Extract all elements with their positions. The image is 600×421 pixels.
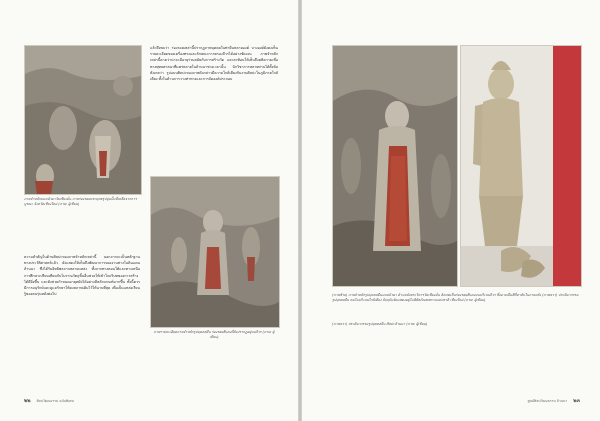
- rock-relief-photo-top-left: [24, 45, 142, 195]
- left-page-number: ๒๒: [24, 398, 31, 404]
- right-page-number: ๒๓: [573, 398, 580, 404]
- statue-museum-photo: [460, 45, 582, 287]
- right-caption-1: (ภาพซ้าย) ภาพจำหลักรูปบุคคลยืนบนหน้าผา ด้านหลังพระวิหารวัดเชียงมั่น สังเกตเห็นร่องรอยสีแดงบนบริเวณจีวร ซึ่งอาจเป็นสีที่ทาทับในภายหลัง (ภาพขวา) ประติมากรรมรูปบุคคลยืน พบในบริเวณใกล้เคียง ปัจจุบันจัดแสดงอยู่ในพิพิธภัณฑสถานแห่งชาติ เชียงใหม่ (ภาพ: ผู้เขียน): [332, 293, 579, 303]
- right-page: [302, 0, 600, 421]
- left-caption-2: ภาพรายละเอียดภาพจำหลักรูปบุคคลยืน ร่องรอยสีแดงที่ยังปรากฏอยู่บนจีวร (ภาพ: ผู้เขียน): [153, 330, 275, 340]
- left-body-right-column: แล้วจึงพบว่า ร่องรอยเหล่านี้ปรากฏภาพบุคคลในท่ายืนหลายองค์ บางองค์ยังคงเห็นรายละเอียดของเครื่องทรงและลักษณะการครองจีวรได้อย่างชัดเจน ภาพจำหลักเหล่านี้คาดว่าน่าจะมีอายุร่วมสมัยกับการสร้างวัด และสะท้อนให้เห็นถึงคติความเชื่อทางพุทธศาสนาที่แพร่หลายในล้านนาช่วงเวลานั้น นักวิชาการหลายท่านได้ตั้งข้อสังเกตว่า รูปแบบศิลปะของภาพดังกล่าวมีความใกล้เคียงกับงานศิลปะในภูมิภาคใกล้เคียง ทั้งในด้านการวางท่าทางและการจัดองค์ประกอบ: [150, 46, 278, 82]
- rock-relief-photo-center: [150, 176, 280, 328]
- left-footer-text: ศิลปวัฒนธรรม ฉบับพิเศษ: [36, 398, 74, 403]
- left-page: [0, 0, 298, 421]
- left-body-left-column: ความสำคัญในด้านศิลปะของภาพจำหลักเหล่านี้ นอกจากจะเป็นหลักฐานทางประวัติศาสตร์แล้ว ยังแสดงให้เห็นถึงพัฒนาการของงานช่างในดินแดนล้านนา ซึ่งได้รับอิทธิพลจากหลายแหล่ง ทั้งจากทางตอนใต้และทางเหนือ การศึกษาเปรียบเทียบกับโบราณวัตถุชิ้นอื่นช่วยให้เข้าใจบริบทของการสร้างได้ดียิ่งขึ้น และยังช่วยกำหนดอายุสมัยได้อย่างมีหลักเกณฑ์มากขึ้น ทั้งนี้ควรมีการอนุรักษ์และดูแลรักษาให้คงสภาพเดิมไว้ให้นานที่สุด เพื่อเป็นแหล่งเรียนรู้ของคนรุ่นหลังต่อไป: [24, 255, 140, 297]
- right-caption-2: (ภาพขวา) ประติมากรรมรูปบุคคลยืน ศิลปะล้านนา (ภาพ: ผู้เขียน): [332, 322, 428, 326]
- right-footer: [522, 397, 580, 405]
- rock-relief-photo-right: [332, 45, 458, 287]
- right-footer-text: ศูนย์ศิลปวัฒนธรรม ล้านนา: [527, 398, 568, 403]
- left-caption-1: ภาพจำหลักบนหน้าผาวัดเชียงมั่น ภาพร่องรอยพระพุทธรูปปูนปั้นที่เหลือจากการบูรณะ จังหวัดเชียงใหม่ (ภาพ: ผู้เขียน): [24, 197, 137, 207]
- left-footer: [24, 397, 80, 405]
